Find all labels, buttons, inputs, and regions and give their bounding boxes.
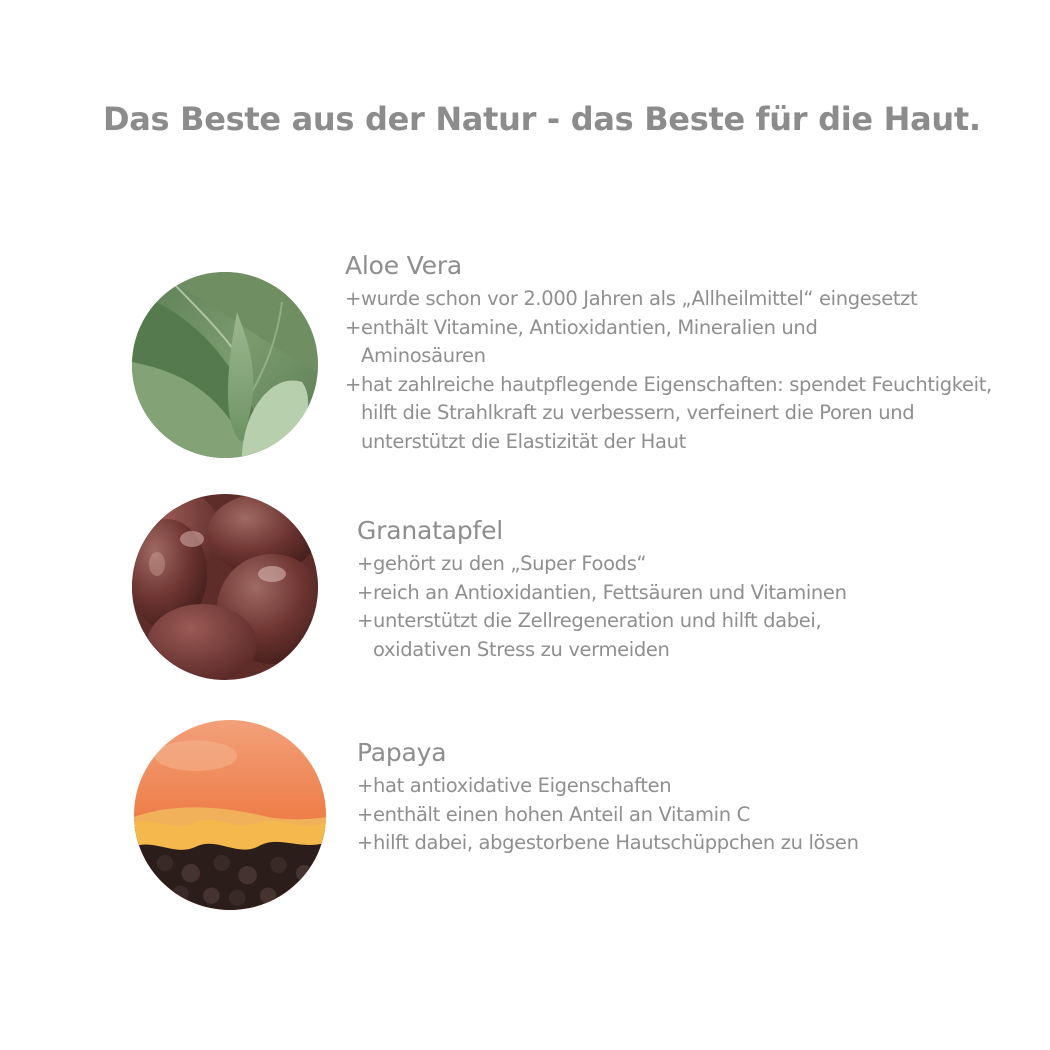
benefit-text: hilft dabei, abgestorbene Hautschüppchen zu lösen (373, 831, 859, 855)
bullet-plus: + (345, 315, 361, 339)
ingredient-title: Papaya (357, 738, 447, 767)
bullet-plus: + (357, 580, 373, 604)
bullet-plus: + (357, 609, 373, 633)
benefit-list (357, 772, 957, 858)
benefit-text: gehört zu den „Super Foods“ (373, 552, 647, 575)
benefit-text: hat zahlreiche hautpflegende Eigenschaften: spendet Feuchtigkeit, hilft die Strahlkraft zu verbessern, verfeinert die Poren und unterstützt die Elastizität der Haut (361, 372, 992, 453)
benefit-item (345, 371, 1015, 457)
aloe-vera-leaves-icon (132, 272, 318, 458)
granatapfel-text (357, 514, 917, 664)
benefit-text: enthält Vitamine, Antioxidantien, Mineralien und Aminosäuren (361, 315, 818, 368)
benefit-item (357, 550, 917, 579)
benefit-item (345, 314, 1015, 371)
benefit-text: hat antioxidative Eigenschaften (373, 774, 672, 797)
bullet-plus: + (357, 774, 373, 797)
papaya-text (357, 736, 957, 858)
ingredient-title: Granatapfel (357, 516, 504, 545)
bullet-plus: + (357, 802, 373, 826)
ingredient-title: Aloe Vera (345, 251, 463, 280)
benefit-item (357, 607, 917, 664)
aloe-vera-text (345, 249, 1015, 457)
benefit-text: reich an Antioxidantien, Fettsäuren und Vitaminen (373, 580, 847, 604)
benefit-text: enthält einen hohen Anteil an Vitamin C (373, 802, 750, 826)
benefit-item (357, 829, 957, 858)
bullet-plus: + (345, 287, 361, 310)
aloe-vera-image (132, 272, 318, 458)
bullet-plus: + (345, 372, 361, 396)
granatapfel-image (132, 494, 318, 680)
papaya-fruit-icon (134, 720, 326, 910)
benefit-text: unterstützt die Zellregeneration und hilft dabei, oxidativen Stress zu vermeiden (373, 609, 822, 661)
benefit-item (357, 579, 917, 608)
papaya-image (134, 720, 326, 910)
pomegranate-seeds-icon (132, 494, 318, 680)
benefit-list (345, 285, 1015, 457)
page-headline: Das Beste aus der Natur - das Beste für die Haut. (103, 100, 981, 138)
benefit-item (345, 285, 1015, 314)
benefit-list (357, 550, 917, 664)
benefit-item (357, 801, 957, 830)
benefit-item (357, 772, 957, 801)
bullet-plus: + (357, 831, 373, 855)
bullet-plus: + (357, 552, 373, 575)
benefit-text: wurde schon vor 2.000 Jahren als „Allheilmittel“ eingesetzt (361, 287, 918, 310)
